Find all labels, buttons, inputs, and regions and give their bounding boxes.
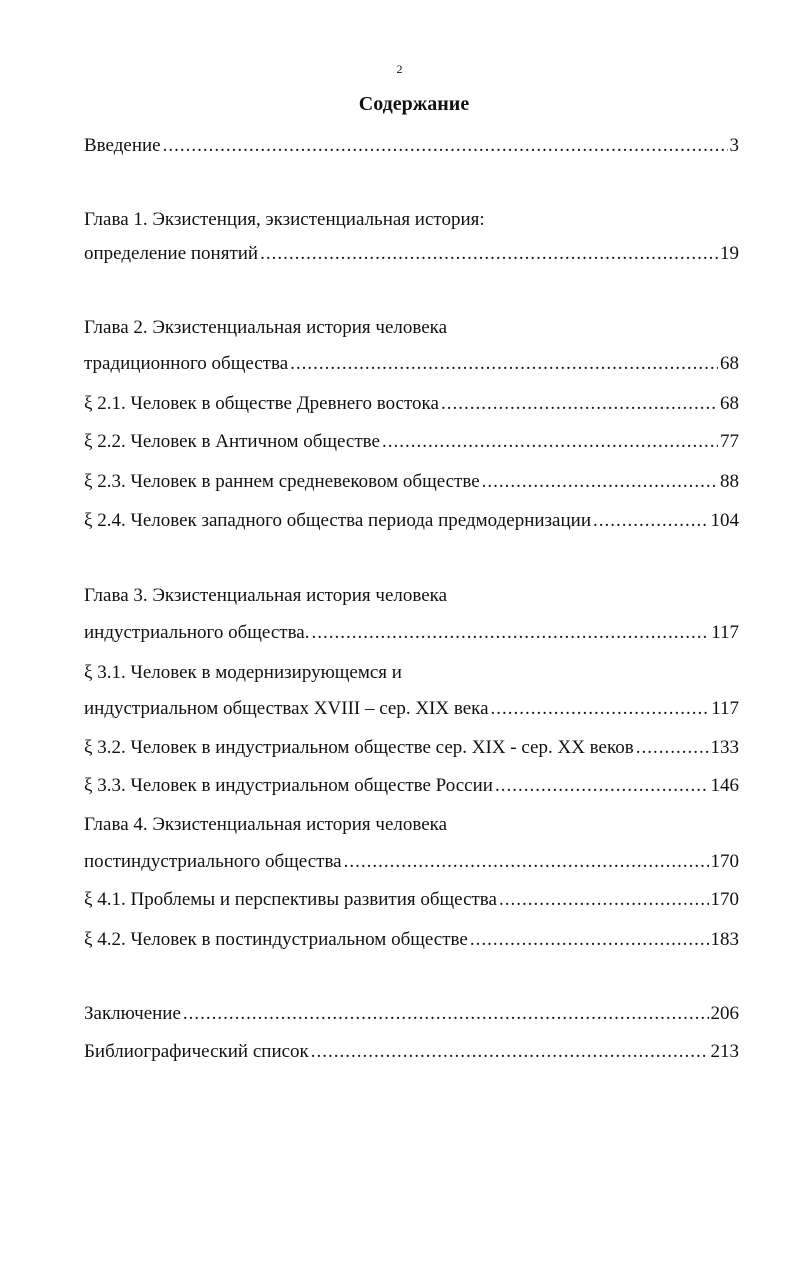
dot-leader [495,773,709,799]
toc-entry-chapter-2 [84,315,447,341]
dot-leader [163,133,728,159]
toc-entry-bibliography [84,1039,739,1065]
toc-entry-text: Введение [84,135,161,156]
dot-leader [636,735,709,761]
toc-entry-text: ξ 2.1. Человек в обществе Древнего востока [84,393,439,414]
toc-entry-text: Глава 2. Экзистенциальная история человека [84,317,448,338]
toc-entry-text: Заключение [84,1003,181,1024]
toc-entry-page: 104 [710,510,739,531]
toc-entry-text: ξ 4.2. Человек в постиндустриальном обществе [84,929,468,950]
dot-leader [470,927,709,953]
toc-entry-section-4-2 [84,927,739,953]
dot-leader [482,469,718,495]
dot-leader [382,429,718,455]
dot-leader [441,391,718,417]
toc-entry-chapter-4-cont [84,849,739,875]
toc-entry-page: 206 [710,1003,739,1024]
toc-entry-page: 88 [720,471,739,492]
toc-entry-introduction [84,133,739,159]
toc-entry-text: Библиографический список [84,1041,309,1062]
dot-leader [499,887,709,913]
toc-entry-section-3-1 [84,660,402,686]
toc-entry-text: ξ 3.3. Человек в индустриальном обществе России [84,775,493,796]
toc-entry-text: определение понятий [84,243,259,264]
dot-leader [183,1001,709,1027]
toc-entry-page: 117 [711,698,739,719]
toc-entry-page: 146 [710,775,739,796]
dot-leader [290,351,718,377]
toc-entry-section-2-4 [84,508,739,534]
toc-entry-text: Глава 1. Экзистенция, экзистенциальная история: [84,209,485,230]
dot-leader [311,620,709,646]
toc-entry-text: Глава 3. Экзистенциальная история человека [84,585,448,606]
toc-entry-chapter-2-cont [84,351,739,377]
dot-leader [260,241,718,267]
toc-entry-text: Глава 4. Экзистенциальная история человека [84,814,448,835]
dot-leader [593,508,709,534]
toc-entry-page: 117 [711,622,739,643]
toc-entry-section-3-2 [84,735,739,761]
toc-entry-section-4-1 [84,887,739,913]
toc-entry-page: 77 [720,431,739,452]
toc-entry-section-2-1 [84,391,739,417]
toc-entry-chapter-1-cont [84,241,739,267]
toc-entry-section-3-1-cont [84,696,739,722]
toc-entry-conclusion [84,1001,739,1027]
toc-entry-text: ξ 2.4. Человек западного общества периода предмодернизации [84,510,591,531]
toc-entry-page: 68 [720,353,739,374]
toc-entry-chapter-3 [84,583,447,609]
toc-entry-text: ξ 2.2. Человек в Античном обществе [84,431,380,452]
toc-entry-text: ξ 4.1. Проблемы и перспективы развития общества [84,889,497,910]
toc-entry-page: 183 [710,929,739,950]
toc-entry-text: индустриальном обществах XVIII – сер. XIX века [84,698,489,719]
toc-entry-chapter-1 [84,207,485,233]
toc-entry-text: традиционного общества [84,353,289,374]
dot-leader [311,1039,709,1065]
dot-leader [491,696,710,722]
dot-leader [344,849,709,875]
toc-entry-page: 19 [720,243,739,264]
toc-entry-text: постиндустриального общества [84,851,342,872]
toc-entry-page: 68 [720,393,739,414]
toc-entry-section-2-3 [84,469,739,495]
toc-entry-chapter-3-cont [84,620,739,646]
toc-entry-chapter-4 [84,812,447,838]
toc-entry-text: ξ 2.3. Человек в раннем средневековом обществе [84,471,480,492]
toc-entry-text: ξ 3.1. Человек в модернизирующемся и [84,662,402,683]
toc-entry-page: 170 [710,889,739,910]
toc-entry-page: 133 [710,737,739,758]
page-title: Содержание [358,93,470,115]
toc-entry-page: 213 [710,1041,739,1062]
toc-entry-section-2-2 [84,429,739,455]
toc-entry-text: ξ 3.2. Человек в индустриальном обществе сер. XIX - сер. XX веков [84,737,634,758]
toc-entry-section-3-3 [84,773,739,799]
toc-entry-page: 170 [710,851,739,872]
toc-entry-text: индустриального общества. [84,622,310,643]
page-number: 2 [396,62,403,76]
toc-entry-page: 3 [729,135,739,156]
